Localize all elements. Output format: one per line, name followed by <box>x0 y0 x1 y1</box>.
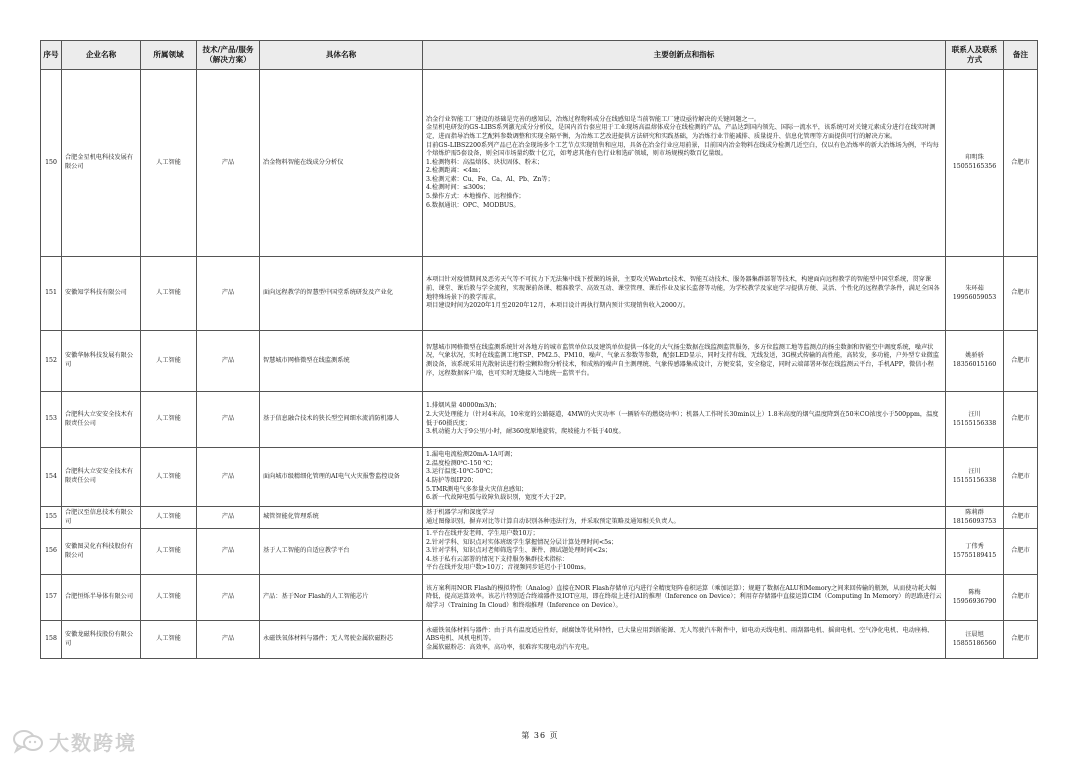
enterprise-table <box>40 40 1038 659</box>
category-cell: 产品 <box>197 331 260 392</box>
field-cell: 人工智能 <box>141 70 197 257</box>
product-name: 基于信息融合技术的狭长型空间细水流消防机器人 <box>260 392 423 448</box>
detail-line: 3.检测元素：Cu、Fe、Ca、Al、Pb、Zn等； <box>426 175 554 183</box>
category-cell: 产品 <box>197 621 260 659</box>
detail-line: 项目建设时间为2020年1月至2020年12月，本项目设计再执行期内预计实现销售收入2000万。 <box>426 302 690 310</box>
detail-line: 目前GS-LIBS2200系列产品已在冶金现场多个工艺节点实现销售和应用，具备在冶金行业应用前景，目前国内冶金物料在线成分检测几近空白，仅以有色冶炼率的新大冶炼场为例，平均每个熔炼炉需5套设备，则全国市场量约数十亿元，如考虑其他有色行业和选矿领域，则市场规模约数百亿量级。 <box>426 141 939 158</box>
detail-line: 1.漏电电流检测20mA-1A可调； <box>426 451 517 459</box>
detail-cell <box>423 331 946 392</box>
field-cell: 人工智能 <box>141 257 197 331</box>
detail-cell <box>423 507 946 529</box>
table-row <box>41 507 1038 529</box>
header-category: 技术/产品/服务（解决方案） <box>197 41 260 70</box>
field-cell: 人工智能 <box>141 575 197 621</box>
detail-line: 2.温度检测0℃-150 ℃； <box>426 459 497 467</box>
field-cell: 人工智能 <box>141 507 197 529</box>
contact-name: 汪川 <box>968 410 981 418</box>
contact-phone: 18156093753 <box>952 517 997 525</box>
company-name: 安徽龙磁科技股份有限公司 <box>62 621 141 659</box>
note-cell: 合肥市 <box>1004 331 1038 392</box>
table-row <box>41 331 1038 392</box>
detail-line: 2.针对学科、知识点对实体班级学生掌握情况分层计算处理时间<5s； <box>426 538 618 546</box>
detail-line: 3.针对学科，知识点对老师筛选学生、课件、测试题处理时间<2s； <box>426 547 612 555</box>
contact-cell <box>946 392 1004 448</box>
product-name: 智慧城市网格微型在线监测系统 <box>260 331 423 392</box>
detail-line: 通过图像识别，摒弃对比等计算自动识别各种违法行为，并采取预定策略及通知相关负责人。 <box>426 517 680 525</box>
contact-name: 陈梅 <box>968 588 981 596</box>
watermark <box>12 726 137 756</box>
detail-line: 1.平台在线并发老师、学生用户数10万； <box>426 530 539 538</box>
detail-cell <box>423 448 946 507</box>
company-name: 安徽图灵化有科技股份有限公司 <box>62 529 141 575</box>
note-cell: 合肥市 <box>1004 621 1038 659</box>
contact-name: 姚骄骄 <box>965 352 984 360</box>
contact-cell <box>946 70 1004 257</box>
row-number: 151 <box>41 257 62 331</box>
detail-line: 2.大灾处理能力（针对4米高，10米宽的公路隧道，4MW的火灾功率（一辆轿车的燃烧功率）；机器人工作时长30min以上）1.8米高度的烟气温度降到在50米CO浓度小于500ppm，温度低于60摄氏度； <box>426 410 939 427</box>
field-cell: 人工智能 <box>141 448 197 507</box>
contact-cell <box>946 529 1004 575</box>
note-cell: 合肥市 <box>1004 70 1038 257</box>
header-note: 备注 <box>1004 41 1038 70</box>
note-cell: 合肥市 <box>1004 392 1038 448</box>
header-name: 具体名称 <box>260 41 423 70</box>
company-name: 安徽知学科技有限公司 <box>62 257 141 331</box>
contact-cell <box>946 257 1004 331</box>
contact-cell <box>946 575 1004 621</box>
detail-cell <box>423 529 946 575</box>
table-body <box>41 70 1038 659</box>
detail-line: 5.TMR测电气多参量火灾信息感知； <box>426 485 528 493</box>
note-cell: 合肥市 <box>1004 575 1038 621</box>
detail-line: 本项目针对疫情期间及恶劣天气等不可抗力下无法集中线下授课的场景，主要攻关Webrtc技术、智能互动技术、服务器集群部署等技术，构建面向远程教学的智能型中国堂系统，贯穿课前、课堂、课后教与学全流程，实现课前备课、精准教学、高效互动、课堂管理、课后作业及家长监督等功能，为学校教学及家庭学习提供方便、灵活、个性化的远程教学条件，满足全国各地特殊场景下的教学需求。 <box>426 276 940 301</box>
category-cell: 产品 <box>197 507 260 529</box>
contact-phone: 15155156338 <box>952 477 997 484</box>
contact-phone: 15855186560 <box>952 639 997 647</box>
header-field: 所属领域 <box>141 41 197 70</box>
detail-line: 金属软磁粉芯：高效率，高功率，很难容实现电动汽车充电。 <box>426 643 594 651</box>
table-header-row <box>41 41 1038 70</box>
contact-cell <box>946 507 1004 529</box>
detail-cell <box>423 392 946 448</box>
detail-cell <box>423 621 946 659</box>
table-row <box>41 448 1038 507</box>
table-row <box>41 575 1038 621</box>
contact-name: 汪川 <box>968 468 981 476</box>
row-number: 154 <box>41 448 62 507</box>
detail-line: 基于机器学习和深度学习 <box>426 508 495 516</box>
header-company: 企业名称 <box>62 41 141 70</box>
company-name: 安徽华脉科技发展有限公司 <box>62 331 141 392</box>
contact-cell <box>946 448 1004 507</box>
product-name: 产品：基于Nor Flash的人工智能芯片 <box>260 575 423 621</box>
detail-line: 6.新一代故障电弧与故障负载识别，宽度不大于2P。 <box>426 494 570 502</box>
detail-cell <box>423 70 946 257</box>
field-cell: 人工智能 <box>141 529 197 575</box>
company-name: 合肥科大立安安全技术有限责任公司 <box>62 448 141 507</box>
field-cell: 人工智能 <box>141 621 197 659</box>
note-cell: 合肥市 <box>1004 529 1038 575</box>
row-number: 153 <box>41 392 62 448</box>
detail-line: 1.排烟风量 40000m3/h； <box>426 402 501 410</box>
header-num: 序号 <box>41 41 62 70</box>
contact-phone: 15055165356 <box>952 163 997 170</box>
detail-line: 4.检测时间：≤300s； <box>426 184 490 192</box>
field-cell: 人工智能 <box>141 392 197 448</box>
category-cell: 产品 <box>197 392 260 448</box>
company-name: 合肥恒烁半导体有限公司 <box>62 575 141 621</box>
detail-line: 2.检测距离：<4m； <box>426 167 485 175</box>
row-number: 158 <box>41 621 62 659</box>
contact-cell <box>946 331 1004 392</box>
row-number: 150 <box>41 70 62 257</box>
table-row <box>41 392 1038 448</box>
detail-line: 6.数据通讯：OPC、MODBUS。 <box>426 201 520 209</box>
category-cell: 产品 <box>197 575 260 621</box>
contact-phone: 15755189415 <box>952 551 997 559</box>
contact-phone: 18356015160 <box>952 361 997 368</box>
detail-line: 智慧城市网格微型在线监测系统针对各地方的城市监管单位以及建筑单位提供一体化的大气扬尘数据在线监测监管服务，多方位监测工地等监测点的扬尘数据和智能空中调度系统，噪声状况，气象状况，实时在线监测工地TSP、PM2.5、PM10、噪声、气象五参数等参数，配套LED显示，同时支持有线、无线发送，3G模式传输的高性能，高转发，多功能，户外型专业微监测设备，该系统采用光散射法进行粉尘颗粒物分析技术，和成熟的噪声自主测理统、气象传感器集成设计，方便安装，安全稳定，同时云端部署环保在线监测云平台，手机APP，微信小程序，远程数据客户端，也可实时无缝接入当地统一监管平台。 <box>426 343 940 377</box>
contact-name: 朱环茹 <box>965 284 984 292</box>
contact-name: 丁伟秀 <box>965 542 984 550</box>
contact-cell <box>946 621 1004 659</box>
note-cell: 合肥市 <box>1004 507 1038 529</box>
category-cell: 产品 <box>197 257 260 331</box>
detail-line: 该方案利用NOR Flash的模拟特性（Analog）直接在NOR Flash存储单元内进行全精度矩阵卷积运算（乘加运算）；规避了数据在ALU和Memory之间来回传输的瓶颈，从而使功耗大幅降低，提高运算效率。该芯片特别适合终端器件及IOT应用，即在终端上进行AI的推理（Inference on Device）；利用存存储器中直接运算CIM（Computing In Memory）的思路进行云端学习（Training In Cloud）和终端推理（Inference on Device）。 <box>426 584 942 609</box>
company-name: 合肥汉至信息技术有限公司 <box>62 507 141 529</box>
product-name: 城管智能化管理系统 <box>260 507 423 529</box>
row-number: 157 <box>41 575 62 621</box>
company-name: 合肥科大立安安全技术有限责任公司 <box>62 392 141 448</box>
detail-line: 金星机电研发的GS-LIBS系列激光成分分析仪，是国内首台套应用于工业现场高温熔体成分在线检测的产品，产品达到国内领先、国际一流水平，该系统可对关键元素成分进行在线实时测定，进而指导冶炼工艺配料参数调整和实现全隔平衡，为冶炼工艺改进提供方法研究和实践基础，为冶炼行业节能减排、质量提升、信息化管理等方面提供可行的解决方案。 <box>426 124 936 140</box>
header-detail: 主要创新点和指标 <box>423 41 946 70</box>
contact-name: 汪晨旭 <box>965 630 984 638</box>
detail-line: 3.运行温度-10℃-50℃； <box>426 468 497 476</box>
table-row <box>41 70 1038 257</box>
row-number: 156 <box>41 529 62 575</box>
field-cell: 人工智能 <box>141 331 197 392</box>
detail-line: 4.防护等级IP20； <box>426 477 478 484</box>
contact-name: 印明珠 <box>965 154 984 162</box>
document-page <box>40 40 1037 659</box>
product-name: 基于人工智能的自适应教学平台 <box>260 529 423 575</box>
note-cell: 合肥市 <box>1004 448 1038 507</box>
category-cell: 产品 <box>197 529 260 575</box>
contact-phone: 19956059053 <box>952 293 997 301</box>
wechat-bubble-logo-icon <box>12 728 44 754</box>
detail-line: 5.操作方式：本地操作、远程操作； <box>426 193 525 201</box>
page-number: 第 36 页 <box>521 731 559 740</box>
detail-line: 4.基于私有云部署的情况下支持服务集群技术指标： <box>426 555 569 563</box>
contact-phone: 15956936790 <box>952 597 997 605</box>
detail-line: 平台在线并发用户数>10万；音视频同步延迟小于100ms。 <box>426 564 590 572</box>
product-name: 冶金物料智能在线成分分析仪 <box>260 70 423 257</box>
category-cell: 产品 <box>197 70 260 257</box>
table-row <box>41 257 1038 331</box>
product-name: 面向远程教学的智慧型中国堂系统研发及产业化 <box>260 257 423 331</box>
contact-phone: 15155156338 <box>952 419 997 427</box>
watermark-text: 大数跨境 <box>49 730 137 755</box>
detail-line: 冶金行业智能工厂建设的基础是完善的感知层，冶炼过程物料成分在线感知是当前智能工厂建设亟待解决的关键问题之一。 <box>426 115 761 123</box>
category-cell: 产品 <box>197 448 260 507</box>
detail-cell <box>423 257 946 331</box>
product-name: 永磁铁氧体材料与器件；无人驾驶金属软磁粉芯 <box>260 621 423 659</box>
product-name: 面向城市级精细化管理的AI电气火灾报警监控设备 <box>260 448 423 507</box>
detail-cell <box>423 575 946 621</box>
table-row <box>41 529 1038 575</box>
row-number: 155 <box>41 507 62 529</box>
contact-name: 陈莉群 <box>965 508 984 516</box>
header-contact: 联系人及联系方式 <box>946 41 1004 70</box>
table-row <box>41 621 1038 659</box>
detail-line: 永磁铁氧体材料与器件：由于具有温度适应性好，耐腐蚀等优异特性，已大量应用到新能源、无人驾驶汽车附件中，如电动天线电机、雨刮器电机、摇窗电机、空气净化电机、电动座椅、ABS电机、风机电机等。 <box>426 626 934 643</box>
detail-line: 1.检测物料：高温熔体、块状固体、粉末； <box>426 158 544 166</box>
company-name: 合肥金星机电科技发展有限公司 <box>62 70 141 257</box>
detail-line: 3.机动能力大于9公里/小时，耐360度原地旋转，爬坡能力不低于40度。 <box>426 428 625 436</box>
note-cell: 合肥市 <box>1004 257 1038 331</box>
row-number: 152 <box>41 331 62 392</box>
